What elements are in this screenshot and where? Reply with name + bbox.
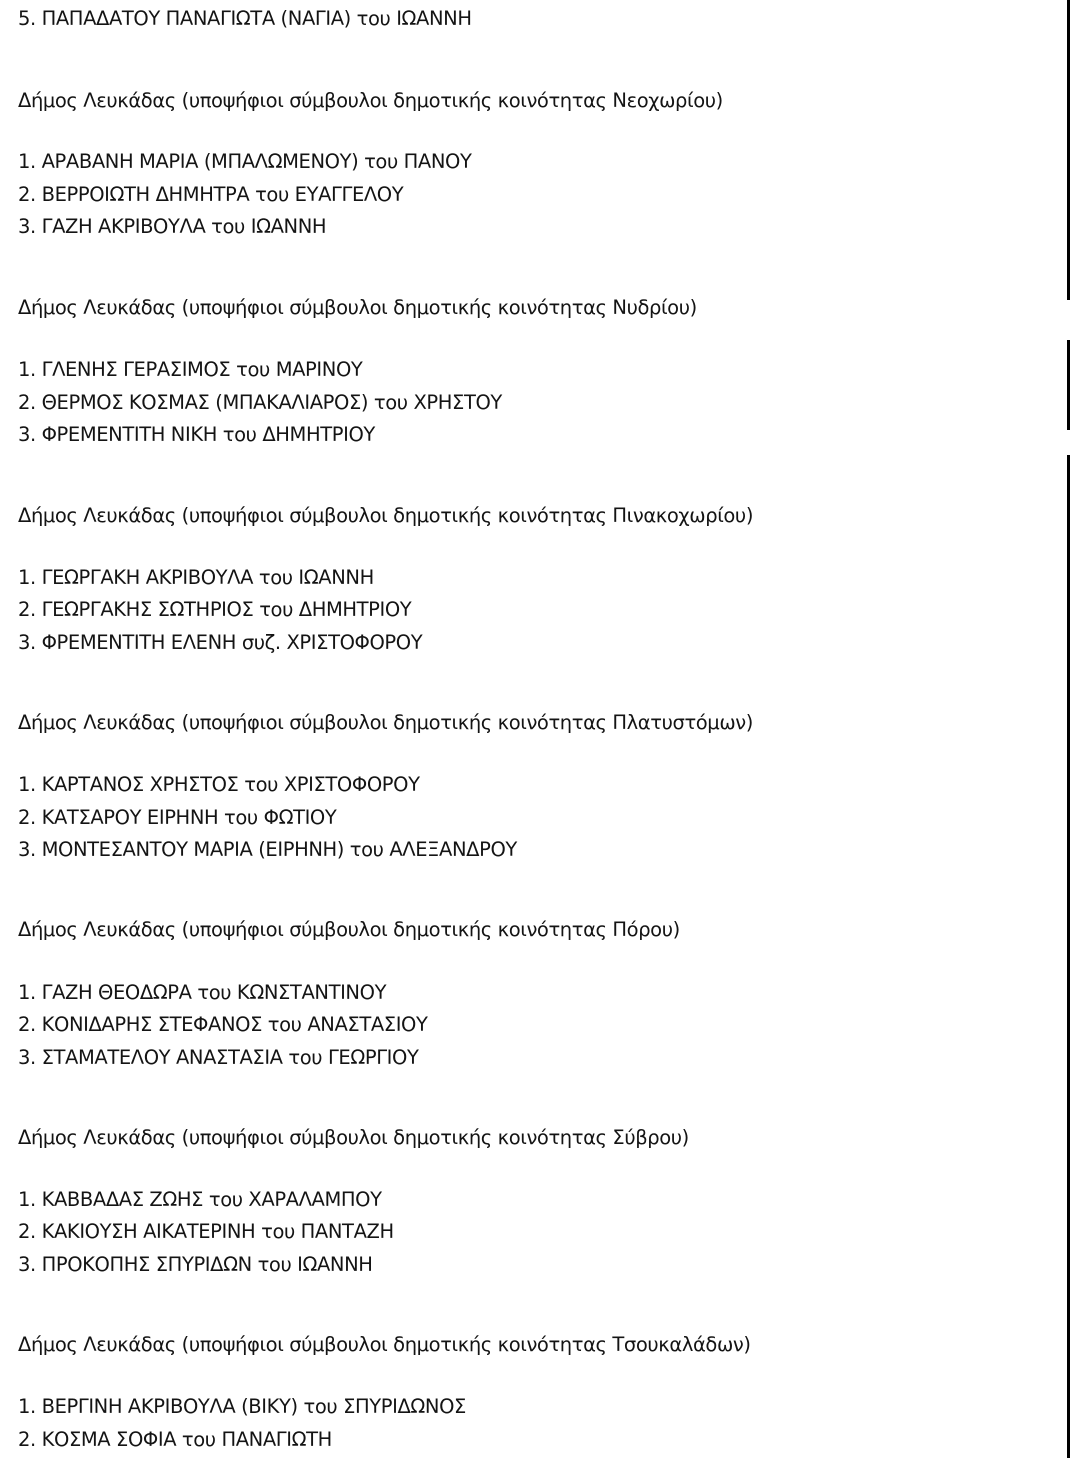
candidate-line: 1. ΓΛΕΝΗΣ ΓΕΡΑΣΙΜΟΣ του ΜΑΡΙΝΟΥ: [18, 358, 363, 381]
section-heading: Δήμος Λευκάδας (υποψήφιοι σύμβουλοι δημοτικής κοινότητας Πόρου): [18, 918, 680, 941]
candidate-line: 1. ΓΑΖΗ ΘΕΟΔΩΡΑ του ΚΩΝΣΤΑΝΤΙΝΟΥ: [18, 981, 387, 1004]
candidate-line: 3. ΠΡΟΚΟΠΗΣ ΣΠΥΡΙΔΩΝ του ΙΩΑΝΝΗ: [18, 1253, 373, 1276]
section-heading: Δήμος Λευκάδας (υποψήφιοι σύμβουλοι δημοτικής κοινότητας Τσουκαλάδων): [18, 1333, 751, 1356]
candidate-line: 1. ΒΕΡΓΙΝΗ ΑΚΡΙΒΟΥΛΑ (ΒΙΚΥ) του ΣΠΥΡΙΔΩΝΟΣ: [18, 1395, 466, 1418]
section-heading: Δήμος Λευκάδας (υποψήφιοι σύμβουλοι δημοτικής κοινότητας Πινακοχωρίου): [18, 504, 754, 527]
candidate-line: 3. ΦΡΕΜΕΝΤΙΤΗ ΕΛΕΝΗ συζ. ΧΡΙΣΤΟΦΟΡΟΥ: [18, 631, 423, 654]
candidate-line: 2. ΓΕΩΡΓΑΚΗΣ ΣΩΤΗΡΙΟΣ του ΔΗΜΗΤΡΙΟΥ: [18, 598, 412, 621]
candidate-line: 3. ΦΡΕΜΕΝΤΙΤΗ ΝΙΚΗ του ΔΗΜΗΤΡΙΟΥ: [18, 423, 375, 446]
section-heading: Δήμος Λευκάδας (υποψήφιοι σύμβουλοι δημοτικής κοινότητας Νεοχωρίου): [18, 89, 723, 112]
candidate-line: 2. ΘΕΡΜΟΣ ΚΟΣΜΑΣ (ΜΠΑΚΑΛΙΑΡΟΣ) του ΧΡΗΣΤΟΥ: [18, 391, 502, 414]
candidate-line: 2. ΚΑΚΙΟΥΣΗ ΑΙΚΑΤΕΡΙΝΗ του ΠΑΝΤΑΖΗ: [18, 1220, 394, 1243]
candidate-line: 5. ΠΑΠΑΔΑΤΟΥ ΠΑΝΑΓΙΩΤΑ (ΝΑΓΙΑ) του ΙΩΑΝΝΗ: [18, 7, 472, 30]
candidate-line: 2. ΚΟΝΙΔΑΡΗΣ ΣΤΕΦΑΝΟΣ του ΑΝΑΣΤΑΣΙΟΥ: [18, 1013, 428, 1036]
candidate-line: 1. ΚΑΡΤΑΝΟΣ ΧΡΗΣΤΟΣ του ΧΡΙΣΤΟΦΟΡΟΥ: [18, 773, 420, 796]
candidate-line: 3. ΜΟΝΤΕΣΑΝΤΟΥ ΜΑΡΙΑ (ΕΙΡΗΝΗ) του ΑΛΕΞΑΝΔΡΟΥ: [18, 838, 517, 861]
section-heading: Δήμος Λευκάδας (υποψήφιοι σύμβουλοι δημοτικής κοινότητας Πλατυστόμων): [18, 711, 753, 734]
section-heading: Δήμος Λευκάδας (υποψήφιοι σύμβουλοι δημοτικής κοινότητας Νυδρίου): [18, 296, 697, 319]
candidate-line: 1. ΓΕΩΡΓΑΚΗ ΑΚΡΙΒΟΥΛΑ του ΙΩΑΝΝΗ: [18, 566, 374, 589]
candidate-line: 3. ΓΑΖΗ ΑΚΡΙΒΟΥΛΑ του ΙΩΑΝΝΗ: [18, 215, 327, 238]
candidate-line: 2. ΒΕΡΡΟΙΩΤΗ ΔΗΜΗΤΡΑ του ΕΥΑΓΓΕΛΟΥ: [18, 183, 404, 206]
candidate-line: 2. ΚΑΤΣΑΡΟΥ ΕΙΡΗΝΗ του ΦΩΤΙΟΥ: [18, 806, 337, 829]
candidate-line: 1. ΑΡΑΒΑΝΗ ΜΑΡΙΑ (ΜΠΑΛΩΜΕΝΟΥ) του ΠΑΝΟΥ: [18, 150, 472, 173]
section-heading: Δήμος Λευκάδας (υποψήφιοι σύμβουλοι δημοτικής κοινότητας Σύβρου): [18, 1126, 689, 1149]
candidate-line: 2. ΚΟΣΜΑ ΣΟΦΙΑ του ΠΑΝΑΓΙΩΤΗ: [18, 1428, 332, 1451]
candidate-line: 3. ΣΤΑΜΑΤΕΛΟΥ ΑΝΑΣΤΑΣΙΑ του ΓΕΩΡΓΙΟΥ: [18, 1046, 419, 1069]
candidate-line: 1. ΚΑΒΒΑΔΑΣ ΖΩΗΣ του ΧΑΡΑΛΑΜΠΟΥ: [18, 1188, 382, 1211]
